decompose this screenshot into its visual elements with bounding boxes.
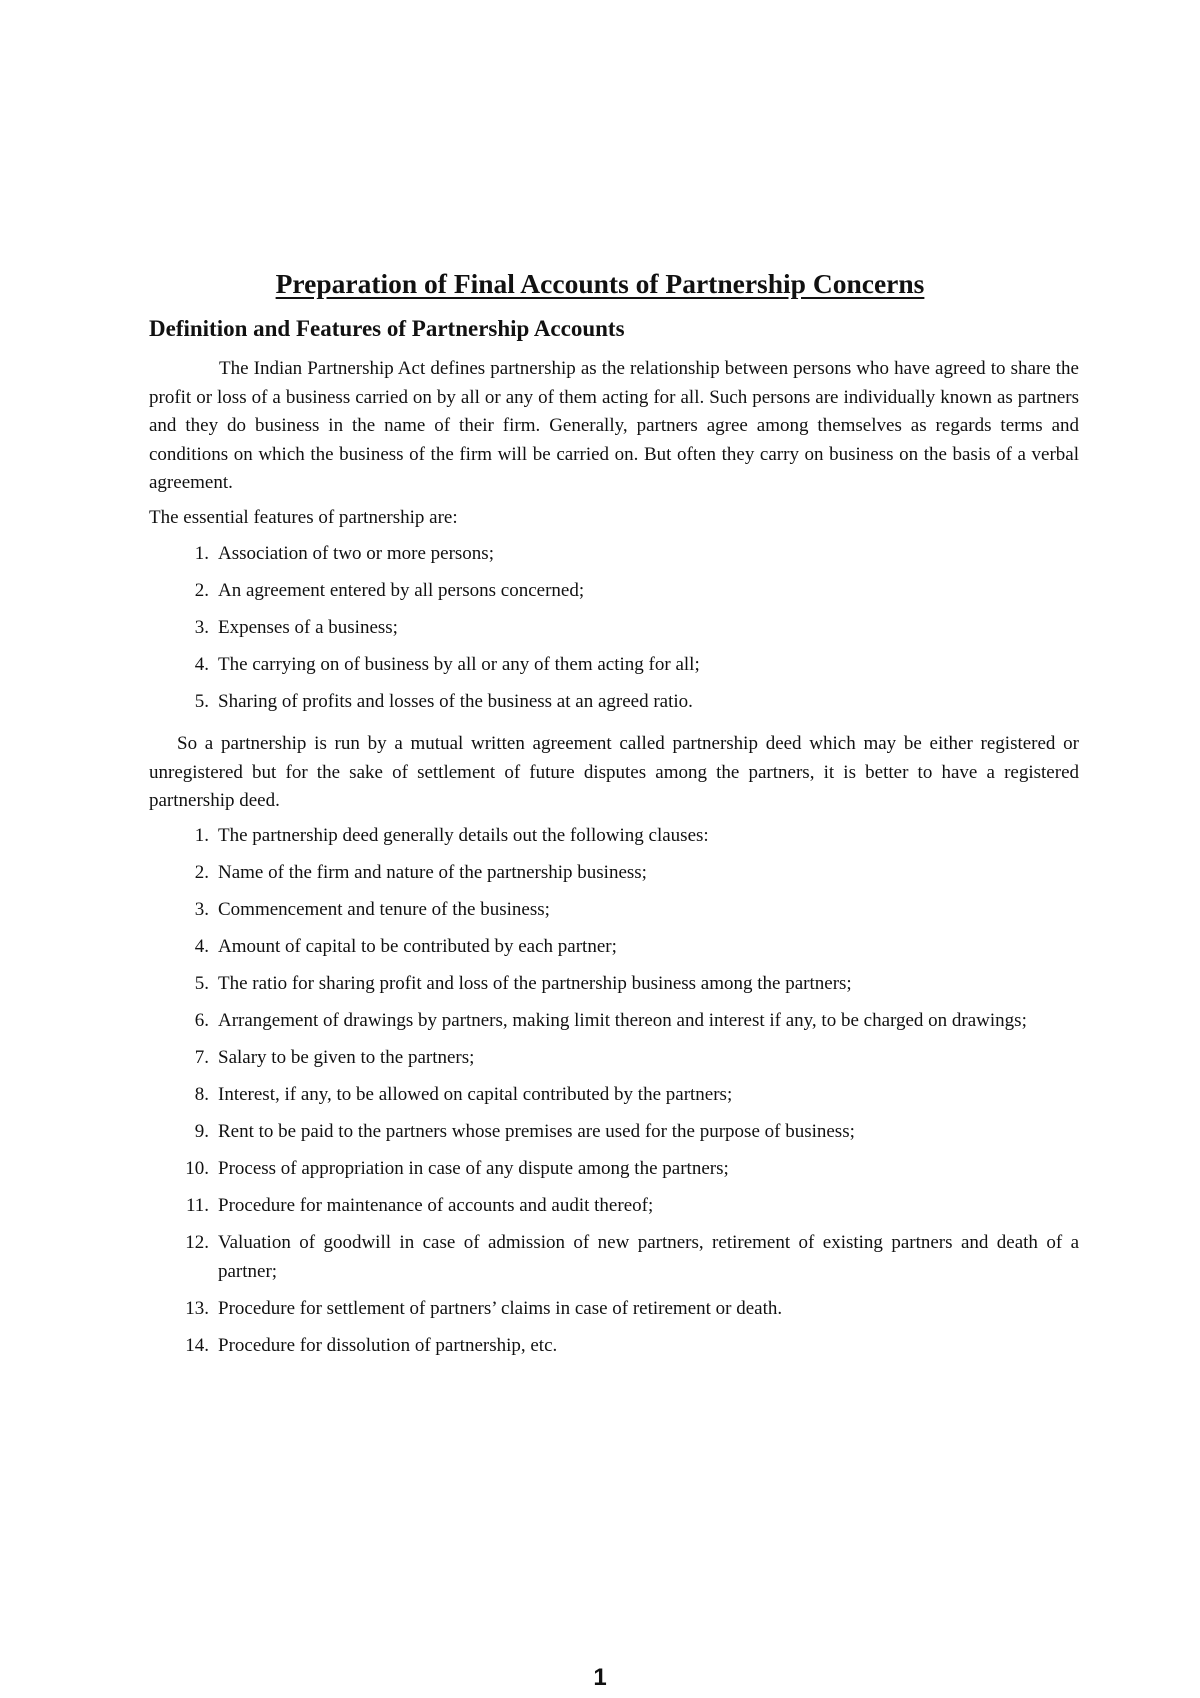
list-item-text: Procedure for dissolution of partnership, etc. [218,1334,558,1356]
list-item [149,1118,1079,1147]
list-item-text: Procedure for settlement of partners’ claims in case of retirement or death. [218,1297,783,1319]
list-item-number: 3. [194,617,209,638]
list-item [149,896,1079,925]
list-item [149,1081,1079,1110]
list-item [149,970,1079,999]
list-item-text: Name of the firm and nature of the partnership business; [218,862,647,883]
list-item-text: Process of appropriation in case of any dispute among the partners; [218,1158,729,1179]
list-item [149,577,1079,606]
list-item-text: An agreement entered by all persons concerned; [218,580,585,601]
list-item-number: 5. [194,691,209,712]
intro-paragraph: The Indian Partnership Act defines partnership as the relationship between persons who have agreed to share the profit or loss of a business carried on by all or any of them acting for all. Such persons are individually known as partners and they do business in the name of their firm. Generally, partners agree among themselves as regards terms and conditions on which the business of the firm will be carried on. But often they carry on business on the basis of a verbal agreement. [149,358,1079,493]
list-item-number: 11. [185,1195,209,1216]
list-item-number: 4. [194,654,209,675]
list-item-text: The ratio for sharing profit and loss of the partnership business among the partners; [218,973,852,994]
list-item-number: 5. [194,973,209,994]
list-item-number: 1. [194,543,209,564]
list-item-number: 8. [194,1084,209,1105]
list-item [149,688,1079,717]
features-intro: The essential features of partnership are: [149,507,458,528]
list-item-text: Interest, if any, to be allowed on capital contributed by the partners; [218,1084,733,1105]
section-heading: Definition and Features of Partnership Accounts [149,316,625,341]
page-number: 1 [593,1664,607,1691]
list-item-number: 9. [194,1121,209,1142]
list-item-number: 1. [194,825,209,846]
list-item [149,1007,1079,1036]
list-item [149,822,1079,851]
list-item-text: Salary to be given to the partners; [218,1047,475,1068]
list-item-text: Sharing of profits and losses of the business at an agreed ratio. [218,691,693,712]
list-item-number: 12. [185,1232,209,1253]
list-item-text: Rent to be paid to the partners whose premises are used for the purpose of business; [218,1121,855,1142]
list-item-text: Expenses of a business; [218,617,398,638]
list-item [149,1229,1079,1286]
clauses-list [149,822,1079,1369]
list-item [149,1295,1079,1324]
list-item [149,1192,1079,1221]
list-item-number: 10. [185,1158,209,1179]
list-item [149,1332,1079,1361]
list-item-text: Arrangement of drawings by partners, making limit thereon and interest if any, to be charged on drawings; [218,1010,1027,1031]
list-item [149,651,1079,680]
list-item-number: 4. [194,936,209,957]
list-item-text: Commencement and tenure of the business; [218,899,550,920]
list-item-number: 14. [185,1334,209,1356]
list-item-number: 2. [194,862,209,883]
features-list [149,540,1079,725]
list-item [149,1155,1079,1184]
page-title: Preparation of Final Accounts of Partnership Concerns [275,268,925,299]
list-item [149,859,1079,888]
list-item-number: 6. [194,1010,209,1031]
list-item [149,933,1079,962]
list-item-number: 3. [194,899,209,920]
deed-paragraph: So a partnership is run by a mutual written agreement called partnership deed which may be either registered or unregistered but for the sake of settlement of future disputes among the partners, it is better to have a registered partnership deed. [149,733,1079,811]
list-item [149,1044,1079,1073]
list-item-text: Association of two or more persons; [218,543,494,564]
list-item-text: The carrying on of business by all or any of them acting for all; [218,654,700,675]
list-item-text: Valuation of goodwill in case of admission of new partners, retirement of existing partners and death of a partner; [218,1232,1079,1282]
list-item [149,540,1079,569]
list-item-text: Procedure for maintenance of accounts and audit thereof; [218,1195,654,1216]
list-item-text: The partnership deed generally details out the following clauses: [218,825,709,846]
list-item [149,614,1079,643]
list-item-number: 2. [194,580,209,601]
list-item-number: 7. [194,1047,209,1068]
list-item-number: 13. [185,1297,209,1319]
list-item-text: Amount of capital to be contributed by each partner; [218,936,617,957]
